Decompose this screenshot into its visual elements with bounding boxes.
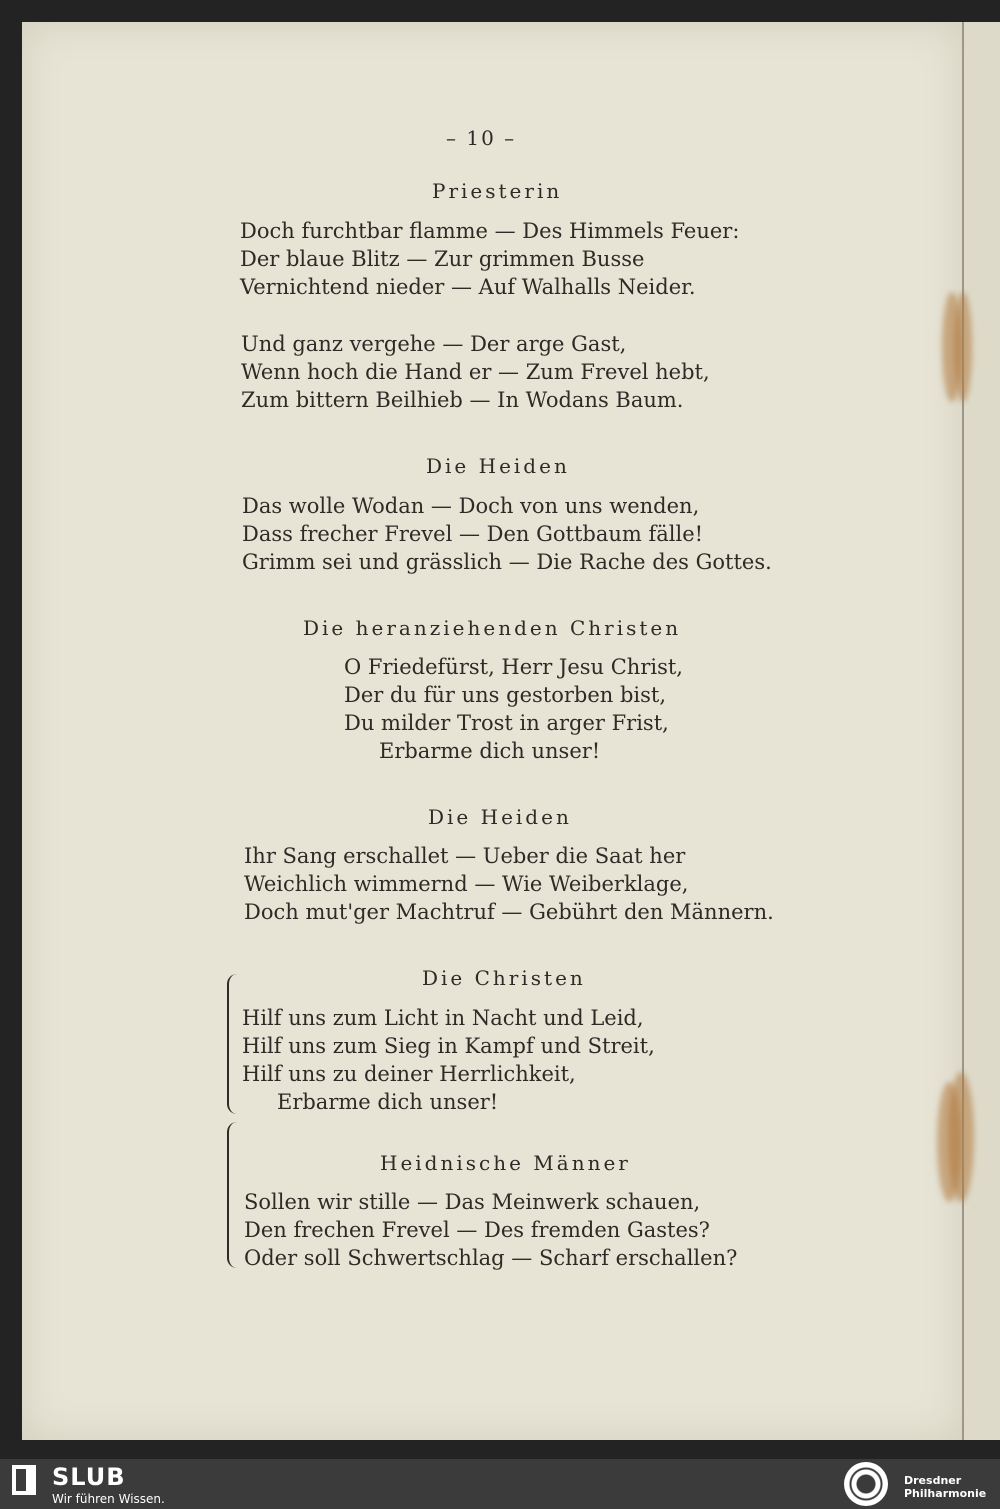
verse-line: Doch mut'ger Machtruf — Gebührt den Männern.: [244, 900, 774, 924]
verse-line: Erbarme dich unser!: [277, 1090, 499, 1114]
verse-line: Hilf uns zum Licht in Nacht und Leid,: [242, 1006, 644, 1030]
paper-stain: [954, 292, 972, 402]
verse-line: Das wolle Wodan — Doch von uns wenden,: [242, 494, 700, 518]
verse-line: Hilf uns zum Sieg in Kampf und Streit,: [242, 1034, 655, 1058]
verse-line: Der du für uns gestorben bist,: [344, 683, 667, 707]
book-page: [22, 22, 962, 1440]
verse-line: Den frechen Frevel — Des fremden Gastes?: [244, 1218, 710, 1242]
library-tagline: Wir führen Wissen.: [52, 1492, 165, 1506]
speaker-heading: Die heranziehenden Christen: [303, 616, 682, 640]
paper-stain: [948, 1072, 974, 1202]
left-brace: [227, 974, 239, 1114]
verse-line: O Friedefürst, Herr Jesu Christ,: [344, 655, 683, 679]
verse-line: Und ganz vergehe — Der arge Gast,: [241, 332, 627, 356]
left-brace: [227, 1122, 239, 1268]
partner-name[interactable]: [904, 1474, 986, 1500]
verse-line: Wenn hoch die Hand er — Zum Frevel hebt,: [241, 360, 710, 384]
speaker-heading: Die Heiden: [426, 454, 570, 478]
verse-line: Vernichtend nieder — Auf Walhalls Neider.: [240, 275, 696, 299]
verse-line: Ihr Sang erschallet — Ueber die Saat her: [244, 844, 686, 868]
verse-line: Du milder Trost in arger Frist,: [344, 711, 669, 735]
verse-line: Oder soll Schwertschlag — Scharf erschallen?: [244, 1246, 738, 1270]
footer-bar: [0, 1459, 1000, 1509]
speaker-heading: Die Christen: [422, 966, 586, 990]
verse-line: Hilf uns zu deiner Herrlichkeit,: [242, 1062, 576, 1086]
next-page-edge: [962, 22, 1000, 1440]
verse-line: Zum bittern Beilhieb — In Wodans Baum.: [241, 388, 684, 412]
partner-name-line2: Philharmonie: [904, 1487, 987, 1500]
verse-line: Weichlich wimmernd — Wie Weiberklage,: [244, 872, 689, 896]
library-name[interactable]: SLUB: [52, 1463, 126, 1491]
verse-line: Grimm sei und grässlich — Die Rache des Gottes.: [242, 550, 772, 574]
verse-line: Erbarme dich unser!: [379, 739, 601, 763]
slub-logo-icon[interactable]: [12, 1465, 36, 1495]
verse-line: Doch furchtbar flamme — Des Himmels Feuer:: [240, 219, 740, 243]
verse-line: Sollen wir stille — Das Meinwerk schauen,: [244, 1190, 701, 1214]
dresdner-philharmonie-logo-icon[interactable]: [844, 1462, 888, 1506]
speaker-heading: Die Heiden: [428, 805, 572, 829]
speaker-heading: Priesterin: [432, 179, 563, 203]
verse-line: Der blaue Blitz — Zur grimmen Busse: [240, 247, 645, 271]
speaker-heading: Heidnische Männer: [380, 1151, 631, 1175]
partner-name-line1: Dresdner: [904, 1474, 962, 1487]
page-number: – 10 –: [446, 126, 517, 150]
verse-line: Dass frecher Frevel — Den Gottbaum fälle!: [242, 522, 704, 546]
